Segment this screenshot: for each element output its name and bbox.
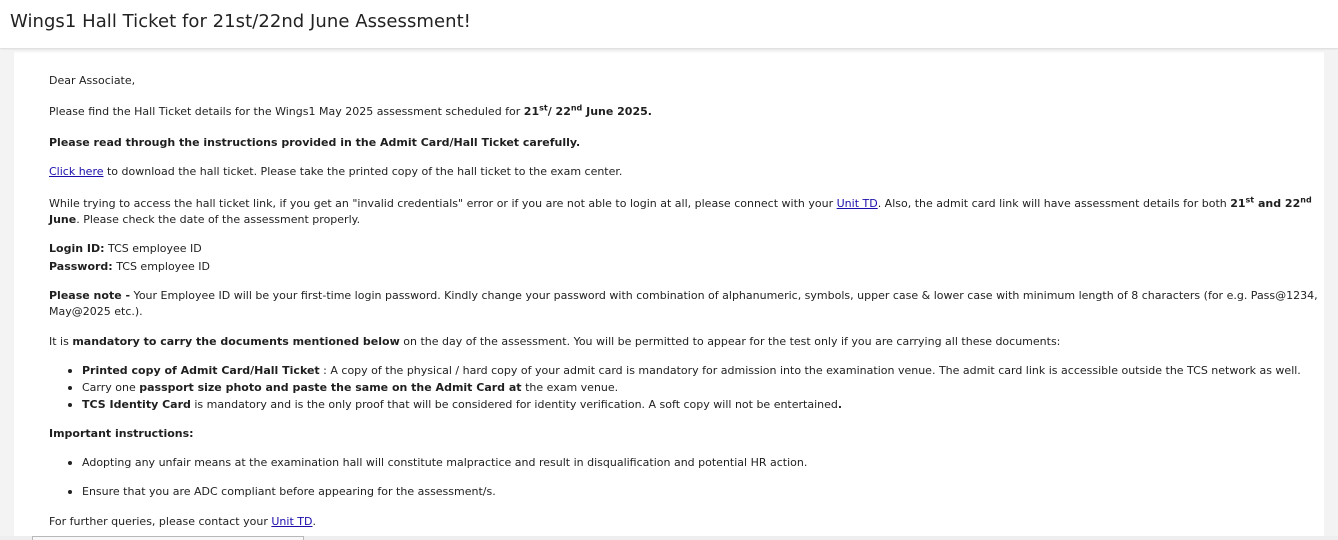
please-note: Please note - Your Employee ID will be your first-time login password. Kindly change your password with combination of alphanumeric, symbols, upper case & lower case with minimum length of 8 characters (for e.g. Pass@1234,	[49, 289, 1318, 302]
list-item: TCS Identity Card is mandatory and is the only proof that will be considered for identity verification. A soft copy will not be entertained.	[49, 397, 1301, 414]
list-item: Carry one passport size photo and paste the same on the Admit Card at the exam venue.	[49, 380, 1301, 397]
invalid-credentials-paragraph-line2: June. Please check the date of the assessment properly.	[49, 213, 361, 226]
list-item: Printed copy of Admit Card/Hall Ticket : A copy of the physical / hard copy of your admit card is mandatory for admission into the examination venue. The admit card link is accessible outside the TCS network as well.	[49, 363, 1301, 380]
important-heading: Important instructions:	[49, 427, 194, 440]
important-list	[49, 455, 807, 501]
login-id: Login ID: TCS employee ID	[49, 242, 202, 255]
right-gutter	[1324, 50, 1338, 540]
unit-td-contact-link[interactable]: Unit TD	[271, 515, 313, 528]
greeting: Dear Associate,	[49, 74, 136, 87]
intro-paragraph: Please find the Hall Ticket details for the Wings1 May 2025 assessment scheduled for 21st/ 22nd June 2025.	[49, 103, 652, 118]
download-paragraph: Click here to download the hall ticket. Please take the printed copy of the hall ticket to the exam center.	[49, 165, 623, 178]
email-subject: Wings1 Hall Ticket for 21st/22nd June Assessment!	[10, 11, 471, 32]
list-item: Adopting any unfair means at the examination hall will constitute malpractice and result in disqualification and potential HR action.	[49, 455, 807, 484]
invalid-credentials-paragraph: While trying to access the hall ticket link, if you get an "invalid credentials" error or if you are not able to login at all, please connect with your Unit TD. Also, the admit card link will have assessment details for both 21st and 22nd	[49, 195, 1312, 210]
password: Password: TCS employee ID	[49, 260, 210, 273]
contact-paragraph: For further queries, please contact your Unit TD.	[49, 515, 316, 528]
left-gutter	[0, 50, 14, 540]
unit-td-link[interactable]: Unit TD	[836, 197, 878, 210]
click-here-link[interactable]: Click here	[49, 165, 104, 178]
horizontal-scrollbar[interactable]	[32, 536, 304, 540]
list-item: Ensure that you are ADC compliant before appearing for the assessment/s.	[49, 484, 807, 501]
email-header	[0, 0, 1338, 49]
please-note-line2: May@2025 etc.).	[49, 305, 143, 318]
mandatory-paragraph: It is mandatory to carry the documents mentioned below on the day of the assessment. You will be permitted to appear for the test only if you are carrying all these documents:	[49, 335, 1061, 348]
assessment-dates: 21st/ 22nd June 2025.	[523, 103, 652, 118]
documents-list	[49, 363, 1301, 414]
read-instructions: Please read through the instructions provided in the Admit Card/Hall Ticket carefully.	[49, 136, 581, 149]
